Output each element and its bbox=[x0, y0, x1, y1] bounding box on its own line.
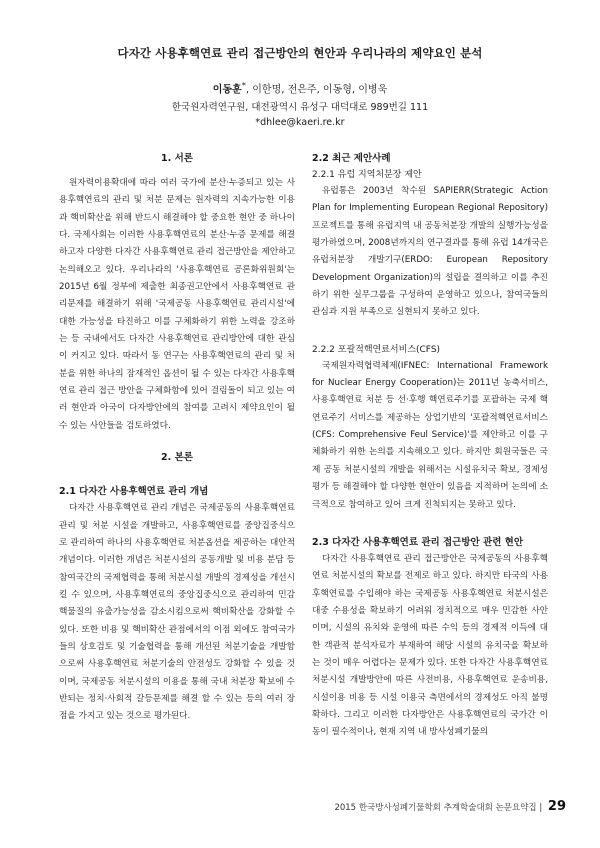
author-email: *dhlee@kaeri.re.kr bbox=[255, 117, 345, 128]
lead-author: 이동훈 bbox=[212, 84, 242, 96]
subsection-heading-2-1: 2.1 다자간 사용후핵연료 관리 개념 bbox=[59, 486, 209, 498]
paragraph-2-3: 다자간 사용후핵연료 관리 접근방안은 국제공동의 사용후핵연료 처분시설의 확보를 전제로 하고 있다. 하지만 타국의 사용후핵연료를 수입해야 하는 국제공동 사용후핵연료 처분시설은 대중 수용성을 확보하기 어려워 정치적으로 매우 민감한 사안이며, 시설의 유치와 운영에 따른 수익 등의 경제적 이득에 대한 객관적 분석자료가 부재하여 해당 시설의 유치국을 확보하는 것이 매우 어렵다는 문제가 있다. 또한 다자간 사용후핵연료 처분시설 개발방안에 따른 사전비용, 사용후핵연료 운송비용, 시설이용 비용 등 시설 이용국 측면에서의 경제성도 아직 불명확하다. 그리고 이러한 다자방안은 사용후핵연료의 국가간 이동이 필수적이나, 현재 지역 내 방사성폐기물의 bbox=[312, 553, 548, 738]
right-column bbox=[312, 150, 548, 742]
section-heading-intro: 1. 서론 bbox=[161, 153, 193, 164]
corresponding-mark: * bbox=[241, 80, 246, 90]
page-footer bbox=[334, 799, 566, 814]
footer-proceedings: 2015 한국방사성폐기물학회 추계학술대회 논문요약집 bbox=[334, 803, 537, 813]
paragraph-2-2-1: 유럽통은 2003년 착수된 SAPIERR(Strategic Action Plan for Implementing European Regional Repository) 프로젝트를 통해 유럽지역 내 공동처분장 개발의 실행가능성을 평가하였으며, 2008년까지의 연구결과를 통해 유럽 14개국은 유럽처분장 개발기구(ERDO: European Repository Development Organization)의 설립을 결의하고 이를 추진하기 위한 실무그룹을 구성하여 운영하고 있으나, 참여국들의 관심과 지원 부족으로 실현되지 못하고 있다. bbox=[312, 186, 548, 318]
co-authors: , 이한명, 전은주, 이동형, 이병욱 bbox=[245, 84, 388, 96]
paragraph-2-2-2: 국제원자력협력체제(IFNEC: International Framework for Nuclear Energy Cooperation)는 2011년 농축서비스, 사용후핵연료 처분 등 선·후행 핵연료주기를 포괄하는 국제 핵연료주기 서비스를 제공하는 상업기반의 '포괄적핵연료서비스(CFS: Comprehensive Feul Service)'를 제안하고 이를 구체화하기 위한 논의를 지속해오고 있다. 하지만 회원국들은 국제 공동 처분시설의 개발을 위해서는 시설유치국 확보, 경제성 평가 등 해결해야 할 다양한 현안이 있음을 지적하며 논의에 소극적으로 참여하고 있어 크게 진척되지는 못하고 있다. bbox=[312, 360, 548, 510]
author-list bbox=[0, 80, 600, 95]
affiliation: 한국원자력연구원, 대전광역시 유성구 대덕대로 989번길 111 bbox=[171, 102, 429, 113]
section-heading-body: 2. 본론 bbox=[161, 452, 193, 464]
subsubsection-heading-2-2-2: 2.2.2 포괄적핵연료서비스(CFS) bbox=[312, 344, 441, 355]
subsubsection-heading-2-2-1: 2.2.1 유럽 지역처분장 제안 bbox=[312, 170, 422, 180]
page-number: 29 bbox=[547, 799, 566, 814]
footer-separator: | bbox=[539, 803, 543, 813]
subsection-heading-2-3: 2.3 다자간 사용후핵연료 관리 접근방안 관련 현안 bbox=[312, 536, 524, 548]
subsection-heading-2-2: 2.2 최근 제안사례 bbox=[312, 153, 391, 164]
paragraph-2-1: 다자간 사용후핵연료 관리 개념은 국제공동의 사용후핵연료 관리 및 처분 시설을 개발하고, 사용후핵연료를 중앙집중식으로 관리하여 하나의 사용후핵연료 처분옵션을 제공하는 대안적 개념이다. 이러한 개념은 처분시설의 공동개발 및 비용 분담 등 참여국간의 국제협력을 통해 처분시설 개발의 경제성을 개선시킬 수 있으며, 사용후핵연료의 중앙집중식으로 관리하여 민감핵물질의 유출가능성을 감소시킴으로써 핵비확산을 강화할 수 있다. 또한 비용 및 핵비확산 관점에서의 이점 외에도 참여국가들의 상호검토 및 기술협력을 통해 개선된 처분기술을 개발함으로써 사용후핵연료 처분기술의 안전성도 강화할 수 있을 것이며, 국제공동 처분시설의 이용을 통해 국내 처분장 확보에 수반되는 정치·사회적 갈등문제를 해결 할 수 있는 등의 여러 장점을 가지고 있는 것으로 평가된다. bbox=[59, 503, 295, 722]
left-column bbox=[59, 150, 295, 726]
intro-paragraph: 원자력이용확대에 따라 여러 국가에 분산·누증되고 있는 사용후핵연료의 관리 및 처분 문제는 원자력의 지속가능한 이용과 핵비확산을 위해 반드시 해결해야 할 중요한 현안 중 하나이다. 국제사회는 이러한 사용후핵연료의 분산·누증 문제를 해결하고자 다양한 다자간 사용후핵연료 관리 접근방안을 제안하고 논의해오고 있다. 우리나라의 '사용후핵연료 공론화위원회'는 2015년 6월 정부에 제출한 최종권고안에서 사용후핵연료 관리문제를 해결하기 위해 '국제공동 사용후핵연료 관리시설'에 대한 가능성을 타진하고 이를 구체화하기 위한 노력을 강조하는 등 국내에서도 다자간 사용후핵연료 관리방안에 대한 관심이 커지고 있다. 따라서 동 연구는 사용후핵연료의 관리 및 처분을 위한 하나의 잠재적인 옵션이 될 수 있는 다자간 사용후핵연료 관리 접근 방안을 구체화함에 있어 걸림돌이 되고 있는 여러 현안과 아국이 다자방안에의 참여를 고려시 제약요인이 될 수 있는 사안들을 검토하였다. bbox=[59, 178, 295, 431]
paper-title: 다자간 사용후핵연료 관리 접근방안의 현안과 우리나라의 제약요인 분석 bbox=[117, 46, 483, 60]
